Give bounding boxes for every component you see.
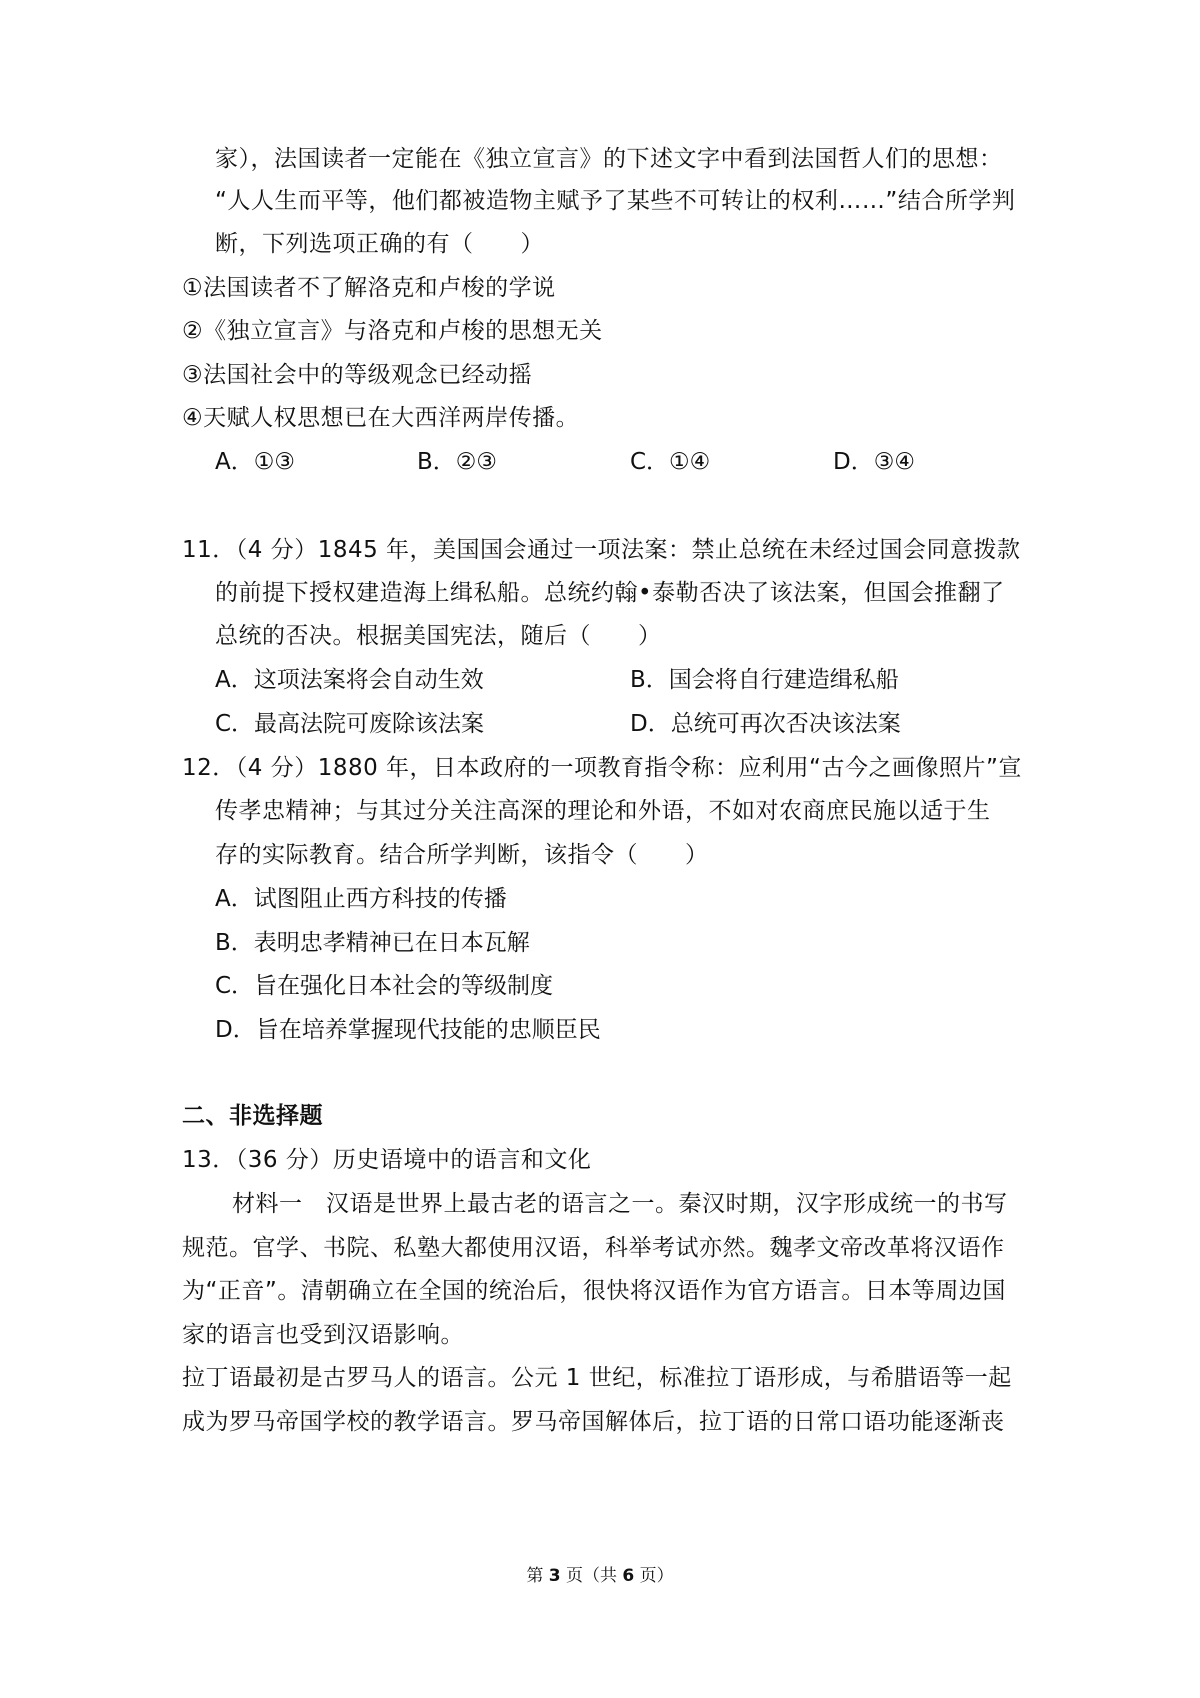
q11-option-a: A．这项法案将会自动生效 <box>215 667 484 693</box>
q11-option-c: C．最高法院可废除该法案 <box>215 711 485 737</box>
q11-line-2: 的前提下授权建造海上缉私船。总统约翰•泰勒否决了该法案，但国会推翻了 <box>215 580 1005 606</box>
q10-option-b: B．②③ <box>417 449 498 475</box>
q10-item-4: ④天赋人权思想已在大西洋两岸传播。 <box>182 405 580 431</box>
q12-option-d: D．旨在培养掌握现代技能的忠顺臣民 <box>215 1017 601 1043</box>
q13-material1-line-3: 为“正音”。清朝确立在全国的统治后，很快将汉语作为官方语言。日本等周边国 <box>182 1278 1006 1304</box>
q12-option-b: B．表明忠孝精神已在日本瓦解 <box>215 930 530 956</box>
q11-option-b: B．国会将自行建造缉私船 <box>630 667 899 693</box>
q11-line-3: 总统的否决。根据美国宪法，随后（ ） <box>215 623 662 649</box>
footer-prefix: 第 <box>526 1566 549 1586</box>
q10-line-2: “人人生而平等，他们都被造物主赋予了某些不可转让的权利……”结合所学判 <box>215 188 1016 214</box>
page-footer <box>0 1561 1200 1586</box>
q10-option-d: D．③④ <box>833 449 915 475</box>
q11-line-1: 11．（4 分）1845 年，美国国会通过一项法案：禁止总统在未经过国会同意拨款 <box>182 537 1021 563</box>
q12-line-1: 12．（4 分）1880 年，日本政府的一项教育指令称：应利用“古今之画像照片”宣 <box>182 755 1022 781</box>
q10-option-c: C．①④ <box>630 449 711 475</box>
q13-title: 13．（36 分）历史语境中的语言和文化 <box>182 1147 592 1173</box>
q13-latin-line-2: 成为罗马帝国学校的教学语言。罗马帝国解体后，拉丁语的日常口语功能逐渐丧 <box>182 1409 1005 1435</box>
q13-material1-line-4: 家的语言也受到汉语影响。 <box>182 1322 464 1348</box>
q13-material1-line-1: 材料一 汉语是世界上最古老的语言之一。秦汉时期，汉字形成统一的书写 <box>232 1191 1008 1217</box>
footer-suffix: 页） <box>634 1566 674 1586</box>
q12-option-a: A．试图阻止西方科技的传播 <box>215 886 507 912</box>
footer-mid: 页（共 <box>560 1566 623 1586</box>
section-title: 二、非选择题 <box>182 1103 323 1129</box>
q10-line-1: 家），法国读者一定能在《独立宣言》的下述文字中看到法国哲人们的思想： <box>215 146 1003 172</box>
q10-item-1: ①法国读者不了解洛克和卢梭的学说 <box>182 275 556 301</box>
q10-line-3: 断，下列选项正确的有（ ） <box>215 231 544 257</box>
q13-latin-line-1: 拉丁语最初是古罗马人的语言。公元 1 世纪，标准拉丁语形成，与希腊语等一起 <box>182 1365 1012 1391</box>
q13-material1-line-2: 规范。官学、书院、私塾大都使用汉语，科举考试亦然。魏孝文帝改革将汉语作 <box>182 1235 1005 1261</box>
q12-line-3: 存的实际教育。结合所学判断，该指令（ ） <box>215 842 709 868</box>
q11-option-d: D．总统可再次否决该法案 <box>630 711 901 737</box>
q10-item-3: ③法国社会中的等级观念已经动摇 <box>182 362 533 388</box>
footer-page-number: 3 <box>548 1566 561 1586</box>
q10-option-a: A．①③ <box>215 449 295 475</box>
q10-item-2: ②《独立宣言》与洛克和卢梭的思想无关 <box>182 318 603 344</box>
footer-total-pages: 6 <box>622 1566 635 1586</box>
q12-option-c: C．旨在强化日本社会的等级制度 <box>215 973 554 999</box>
q12-line-2: 传孝忠精神；与其过分关注高深的理论和外语，不如对农商庶民施以适于生 <box>215 798 991 824</box>
